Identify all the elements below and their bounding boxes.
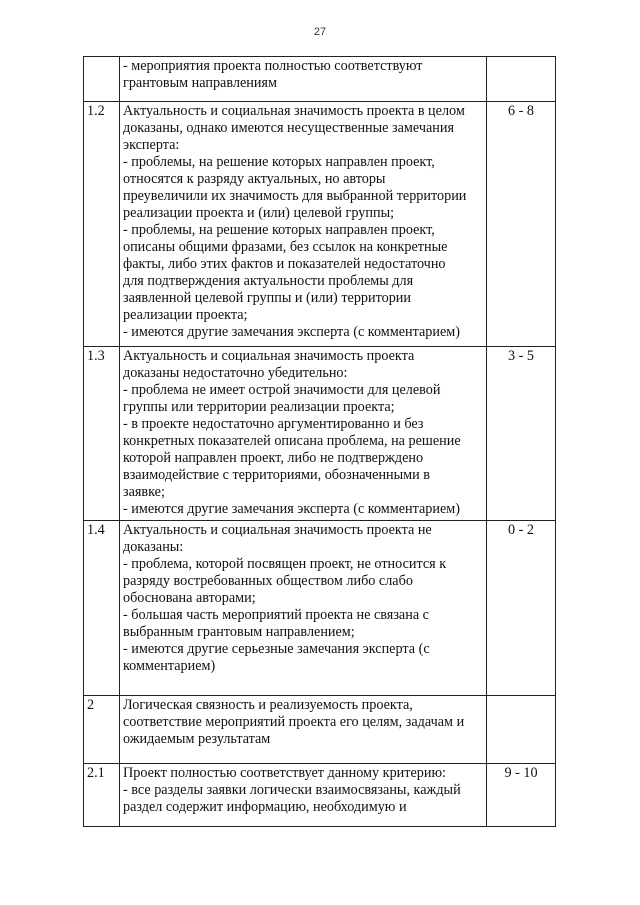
- criterion-number: 2.1: [84, 764, 120, 827]
- description-line: Актуальность и социальная значимость проекта не: [123, 522, 432, 538]
- description-line: взаимодействие с территориями, обозначенными в: [123, 467, 430, 483]
- description-line: - имеются другие серьезные замечания эксперта (с: [123, 641, 430, 657]
- description-line: которой направлен проект, либо не подтверждено: [123, 450, 424, 466]
- criterion-description: [120, 696, 487, 764]
- criterion-description: [120, 521, 487, 696]
- description-line: соответствие мероприятий проекта его целям, задачам и: [123, 714, 465, 730]
- description-line: Актуальность и социальная значимость проекта: [123, 348, 415, 364]
- criterion-number: [84, 57, 120, 102]
- page-number: 27: [313, 26, 327, 38]
- score-range: 9 - 10: [487, 764, 556, 827]
- description-line: грантовым направлениям: [123, 75, 277, 91]
- description-line: описаны общими фразами, без ссылок на конкретные: [123, 239, 448, 255]
- description-line: Проект полностью соответствует данному критерию:: [123, 765, 446, 781]
- description-line: - имеются другие замечания эксперта (с комментарием): [123, 324, 460, 340]
- description-line: - проблема, которой посвящен проект, не относится к: [123, 556, 447, 572]
- description-line: реализации проекта и (или) целевой группы;: [123, 205, 395, 221]
- criterion-number: 2: [84, 696, 120, 764]
- description-line: - все разделы заявки логически взаимосвязаны, каждый: [123, 782, 461, 798]
- table-row: [84, 696, 556, 764]
- description-line: Актуальность и социальная значимость проекта в целом: [123, 103, 465, 119]
- description-line: раздел содержит информацию, необходимую и: [123, 799, 407, 815]
- description-line: разряду востребованных обществом либо слабо: [123, 573, 413, 589]
- table-row: [84, 57, 556, 102]
- description-line: доказаны недостаточно убедительно:: [123, 365, 348, 381]
- description-line: преувеличили их значимость для выбранной территории: [123, 188, 467, 204]
- description-line: - мероприятия проекта полностью соответствуют: [123, 58, 423, 74]
- criterion-description: [120, 102, 487, 347]
- criteria-table-body: [84, 57, 556, 827]
- criterion-description: [120, 347, 487, 521]
- score-range: 0 - 2: [487, 521, 556, 696]
- description-line: - в проекте недостаточно аргументированно и без: [123, 416, 424, 432]
- description-line: эксперта:: [123, 137, 180, 153]
- criterion-description: [120, 57, 487, 102]
- description-line: факты, либо этих фактов и показателей недостаточно: [123, 256, 446, 272]
- description-line: - проблема не имеет острой значимости для целевой: [123, 382, 441, 398]
- criterion-number: 1.2: [84, 102, 120, 347]
- description-line: обоснована авторами;: [123, 590, 256, 606]
- description-line: для подтверждения актуальности проблемы для: [123, 273, 414, 289]
- description-line: - большая часть мероприятий проекта не связана с: [123, 607, 429, 623]
- description-line: заявленной целевой группы и (или) территории: [123, 290, 411, 306]
- description-line: выбранным грантовым направлением;: [123, 624, 355, 640]
- criteria-table: [83, 56, 556, 827]
- description-line: - имеются другие замечания эксперта (с комментарием): [123, 501, 460, 517]
- description-line: комментарием): [123, 658, 216, 674]
- description-line: относятся к разряду актуальных, но авторы: [123, 171, 386, 187]
- description-line: - проблемы, на решение которых направлен проект,: [123, 154, 435, 170]
- description-line: конкретных показателей описана проблема, на решение: [123, 433, 461, 449]
- table-row: [84, 102, 556, 347]
- table-row: [84, 764, 556, 827]
- description-line: Логическая связность и реализуемость проекта,: [123, 697, 413, 713]
- description-line: - проблемы, на решение которых направлен проект,: [123, 222, 435, 238]
- score-range: 6 - 8: [487, 102, 556, 347]
- score-range: 3 - 5: [487, 347, 556, 521]
- table-row: [84, 521, 556, 696]
- table-row: [84, 347, 556, 521]
- score-range: [487, 696, 556, 764]
- score-range: [487, 57, 556, 102]
- criterion-number: 1.4: [84, 521, 120, 696]
- criterion-description: [120, 764, 487, 827]
- description-line: заявке;: [123, 484, 165, 500]
- criterion-number: 1.3: [84, 347, 120, 521]
- description-line: доказаны, однако имеются несущественные замечания: [123, 120, 454, 136]
- description-line: реализации проекта;: [123, 307, 248, 323]
- description-line: доказаны:: [123, 539, 184, 555]
- description-line: ожидаемым результатам: [123, 731, 271, 747]
- description-line: группы или территории реализации проекта;: [123, 399, 395, 415]
